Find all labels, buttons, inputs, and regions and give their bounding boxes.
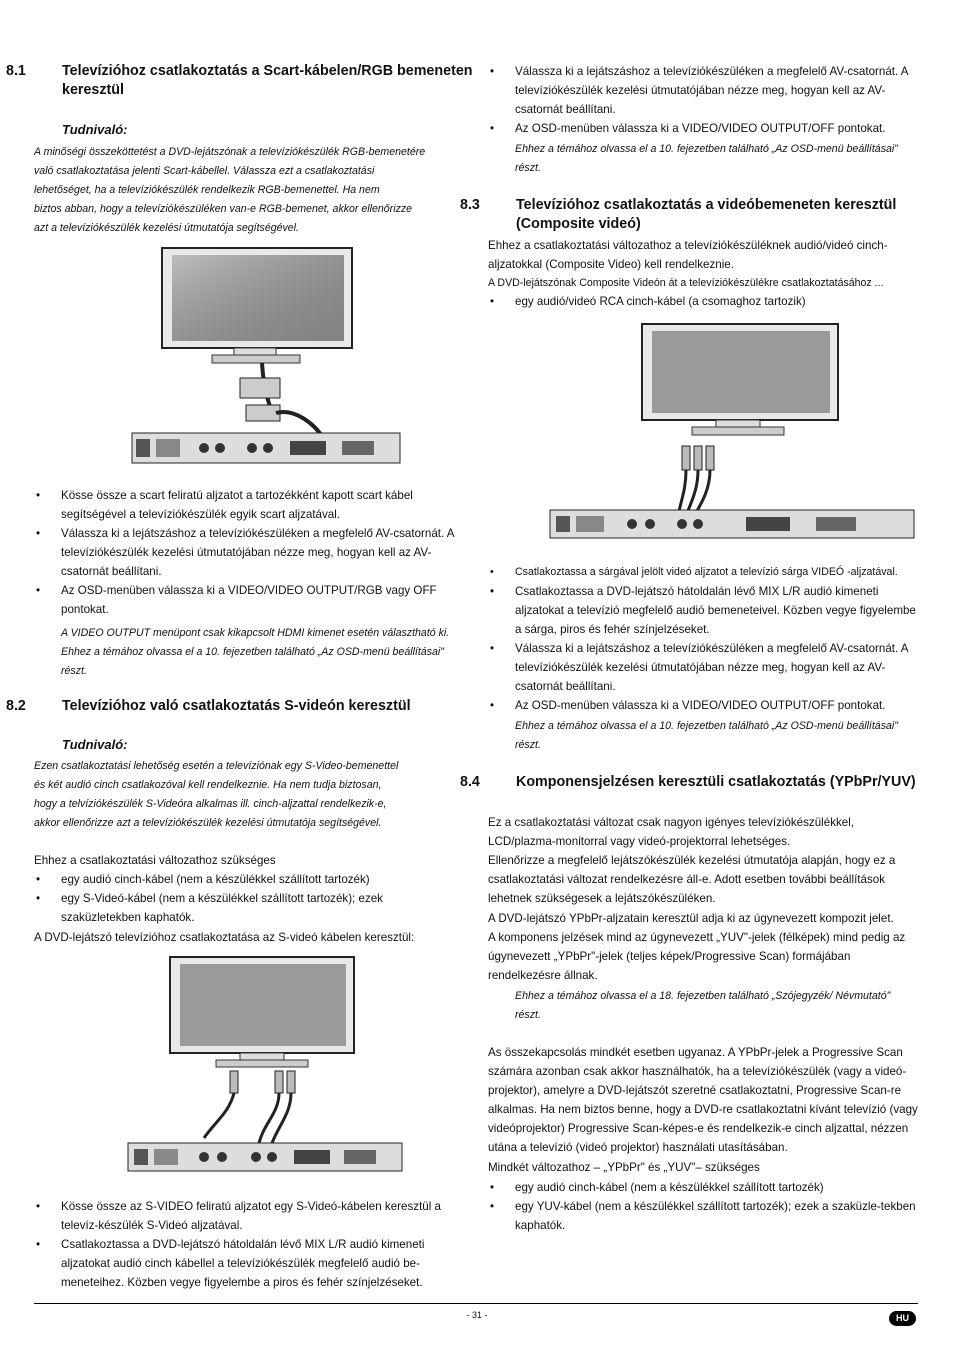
cable-icon (204, 1071, 295, 1143)
continued-note: Ehhez a témához olvassa el a 10. fejezetben található „Az OSD-menü beállításai" részt. (515, 143, 898, 174)
step-item: • Válassza ki a lejátszáshoz a televíziókészüléken a megfelelő AV-csatornát. A televíziókészülék kezelési útmutatójában nézze meg, hogyan kell az AV-csatornát beállítani. (488, 62, 918, 119)
step-item: • Kösse össze a scart feliratú aljzatot a tartozékként kapott scart kábel segítségével a televíziókészülék egyik scart aljzatával. (34, 486, 460, 524)
section-8-1-steps (34, 486, 460, 619)
requirement-item: • egy S-Videó-kábel (nem a készülékkel szállított tartozék); ezek szaküzletekben kaphatók. (34, 889, 460, 927)
note-line: hogy a telvíziókészülék S-Videóra alkalmas ill. cinch-aljzattal rendelkezik-e, (34, 798, 387, 810)
tv-icon (162, 248, 352, 363)
dvd-player-rear-icon (550, 510, 914, 538)
section-number: 8.4 (460, 774, 480, 790)
step-item: • Az OSD-menüben válassza ki a VIDEO/VIDEO OUTPUT/OFF pontokat. (488, 119, 918, 138)
section-8-3-steps (488, 563, 918, 715)
note-line: és két audió cinch csatlakozóval kell rendelkeznie. Ha nem tudja biztosan, (34, 779, 382, 791)
composite-connection-illustration (546, 320, 918, 542)
section-8-3-paragraph: Ehhez a csatlakoztatási változathoz a televíziókészüléknek audió/videó cinch-aljzatokkal (Composite Video) kell rendelkeznie. (488, 239, 888, 271)
dvd-player-rear-icon (132, 433, 400, 463)
scart-cable-icon (240, 363, 324, 439)
continued-steps (488, 62, 918, 138)
note-line: azt a televíziókészülék kezelési útmutatója segítségével. (34, 222, 299, 234)
scart-connection-illustration (94, 243, 404, 468)
section-8-4-paragraph: A komponens jelzések mind az úgynevezett „YUV"-jelek (félképek) mind pedig az úgynevezett „YPbPr"-jelek (teljes képek/Progressive Scan) formájában rendelkezésre állnak. (488, 931, 906, 982)
requirements-intro: Ehhez a csatlakoztatási változathoz szükséges (34, 854, 276, 867)
step-item: • Csatlakoztassa a sárgával jelölt videó aljzatot a televízió sárga VIDEÓ -aljzatával. (488, 563, 918, 582)
section-8-3-paragraph: A DVD-lejátszónak Composite Videón át a televíziókészülékre csatlakoztatásához ... (488, 277, 884, 289)
note-heading: Tudnivaló: (62, 122, 128, 137)
section-number: 8.3 (460, 197, 480, 213)
section-8-1-after-note: A VIDEO OUTPUT menüpont csak kikapcsolt HDMI kimenet esetén választható ki. Ehhez a témához olvassa el a 10. fejezetben található „Az OSD-menü beállításai" részt. (61, 627, 450, 677)
section-8-4-paragraph: Mindkét változathoz – „YPbPr" és „YUV"– szükséges (488, 1161, 760, 1174)
requirements-list (488, 1178, 918, 1235)
note-line: lehetőséget, ha a televíziókészülék rendelkezik RGB-bemenettel. Ha nem (34, 184, 380, 196)
step-item: • Válassza ki a lejátszáshoz a televíziókészüléken a megfelelő AV-csatornát. A televíziókészülék kezelési útmutatójában nézze meg, hogyan kell az AV-csatornát beállítani. (34, 524, 460, 581)
page-number: - 31 - (466, 1310, 488, 1320)
step-item: • Az OSD-menüben válassza ki a VIDEO/VIDEO OUTPUT/OFF pontokat. (488, 696, 918, 715)
section-8-4-paragraph: Ellenőrizze a megfelelő lejátszókészülék kezelési útmutatója alapján, hogy ez a csatlakoztatási változat rendelkezésre áll-e. Adott esetben további beállítások lehetnek szükségesek a lejátszókészüléken. (488, 854, 896, 905)
section-8-1-heading (6, 62, 488, 100)
note-line: biztos abban, hogy a televíziókészüléken van-e RGB-bemenet, akkor ellenőrizze (34, 203, 413, 215)
lead-text: A DVD-lejátszó televízióhoz csatlakoztatása az S-videó kábelen keresztül: (34, 931, 415, 944)
step-item: • Csatlakoztassa a DVD-lejátszó hátoldalán lévő MIX L/R audió kimeneti aljzatokat a televízió megfelelő audió bemeneteivel. Közben vegye figyelembe a sárga, piros és fehér színjelzéseket. (488, 582, 918, 639)
requirements-list (488, 292, 918, 311)
section-8-2-heading (6, 697, 488, 716)
section-8-1-note (34, 143, 460, 238)
requirement-item: • egy audió/videó RCA cinch-kábel (a csomaghoz tartozik) (488, 292, 918, 311)
tv-icon (170, 957, 354, 1067)
section-title: Televízióhoz való csatlakoztatás S-videón keresztül (62, 698, 411, 714)
step-item: • Válassza ki a lejátszáshoz a televíziókészüléken a megfelelő AV-csatornát. A televíziókészülék kezelési útmutatójában nézze meg, hogyan kell az AV-csatornát beállítani. (488, 639, 918, 696)
section-8-2-steps (34, 1197, 460, 1292)
note-heading: Tudnivaló: (62, 737, 128, 752)
section-8-4-paragraph: A DVD-lejátszó YPbPr-aljzatain keresztül adja ki az úgynevezett kompozit jelet. (488, 912, 894, 925)
section-8-4-heading (460, 773, 946, 792)
note-line: való csatlakoztatása jelenti Scart-kábellel. Válassza ezt a csatlakoztatási (34, 165, 375, 177)
section-number: 8.2 (6, 698, 26, 714)
section-8-4-paragraph: As összekapcsolás mindkét esetben ugyanaz. A YPbPr-jelek a Progressive Scan számára azonban csak akkor használhatók, ha a televíziókészülék (vagy a videó-projektor), amelyre a DVD-lejátszót szeretné csatlakoztatni, Progressive Scan-re alkalmas. Ha nem biztos benne, hogy a DVD-re csatlakoztatni kívánt televízió (vagy videóprojektor) Progressive Scan-képes-e és rendelkezik-e cinch aljzattal, nézzen utána a televízió (videó projektor) használati utasításában. (488, 1046, 918, 1154)
footer-divider (34, 1303, 918, 1304)
section-8-3-note: Ehhez a témához olvassa el a 10. fejezetben található „Az OSD-menü beállításai" részt. (515, 720, 898, 751)
section-8-4-note: Ehhez a témához olvassa el a 18. fejezetben található „Szójegyzék/ Névmutató" részt. (515, 990, 891, 1021)
section-8-4-paragraph: Ez a csatlakoztatási változat csak nagyon igényes televíziókészülékkel, LCD/plazma-monitorral vagy videó-projektorral lehetséges. (488, 816, 855, 848)
rca-cable-icon (678, 446, 714, 516)
note-line: akkor ellenőrizze azt a televíziókészülék kezelési útmutatója segítségével. (34, 817, 382, 829)
section-title: Televízióhoz csatlakoztatás a videóbemeneten keresztül (Composite videó) (516, 197, 897, 232)
language-badge: HU (889, 1311, 916, 1326)
step-item: • Az OSD-menüben válassza ki a VIDEO/VIDEO OUTPUT/RGB vagy OFF pontokat. (34, 581, 460, 619)
section-title: Televízióhoz csatlakoztatás a Scart-kábelen/RGB bemeneten keresztül (62, 63, 473, 98)
requirements-list (34, 870, 460, 927)
requirement-item: • egy YUV-kábel (nem a készülékkel szállított tartozék); ezek a szaküzle-tekben kaphatók. (488, 1197, 918, 1235)
step-item: • Csatlakoztassa a DVD-lejátszó hátoldalán lévő MIX L/R audió kimeneti aljzatokat audió cinch kábellel a televíziókészülék megfelelő audió be-meneteihez. Közben vegye figyelembe a piros és fehér színjelzéseket. (34, 1235, 460, 1292)
note-line: Ezen csatlakoztatási lehetőség esetén a televíziónak egy S-Video-bemenettel (34, 760, 399, 772)
requirement-item: • egy audió cinch-kábel (nem a készülékkel szállított tartozék) (488, 1178, 918, 1197)
note-line: A minőségi összeköttetést a DVD-lejátszónak a televíziókészülék RGB-bemenetére (34, 146, 426, 158)
step-item: • Kösse össze az S-VIDEO feliratú aljzatot egy S-Videó-kábelen keresztül a televíz-készülék S-Videó aljzatával. (34, 1197, 460, 1235)
dvd-player-rear-icon (128, 1143, 402, 1171)
section-number: 8.1 (6, 63, 26, 79)
section-8-2-note (34, 757, 460, 833)
section-8-3-heading (460, 196, 946, 234)
requirement-item: • egy audió cinch-kábel (nem a készülékkel szállított tartozék) (34, 870, 460, 889)
s-video-connection-illustration (94, 953, 404, 1173)
section-title: Komponensjelzésen keresztüli csatlakoztatás (YPbPr/YUV) (516, 774, 916, 790)
tv-icon (642, 324, 838, 435)
